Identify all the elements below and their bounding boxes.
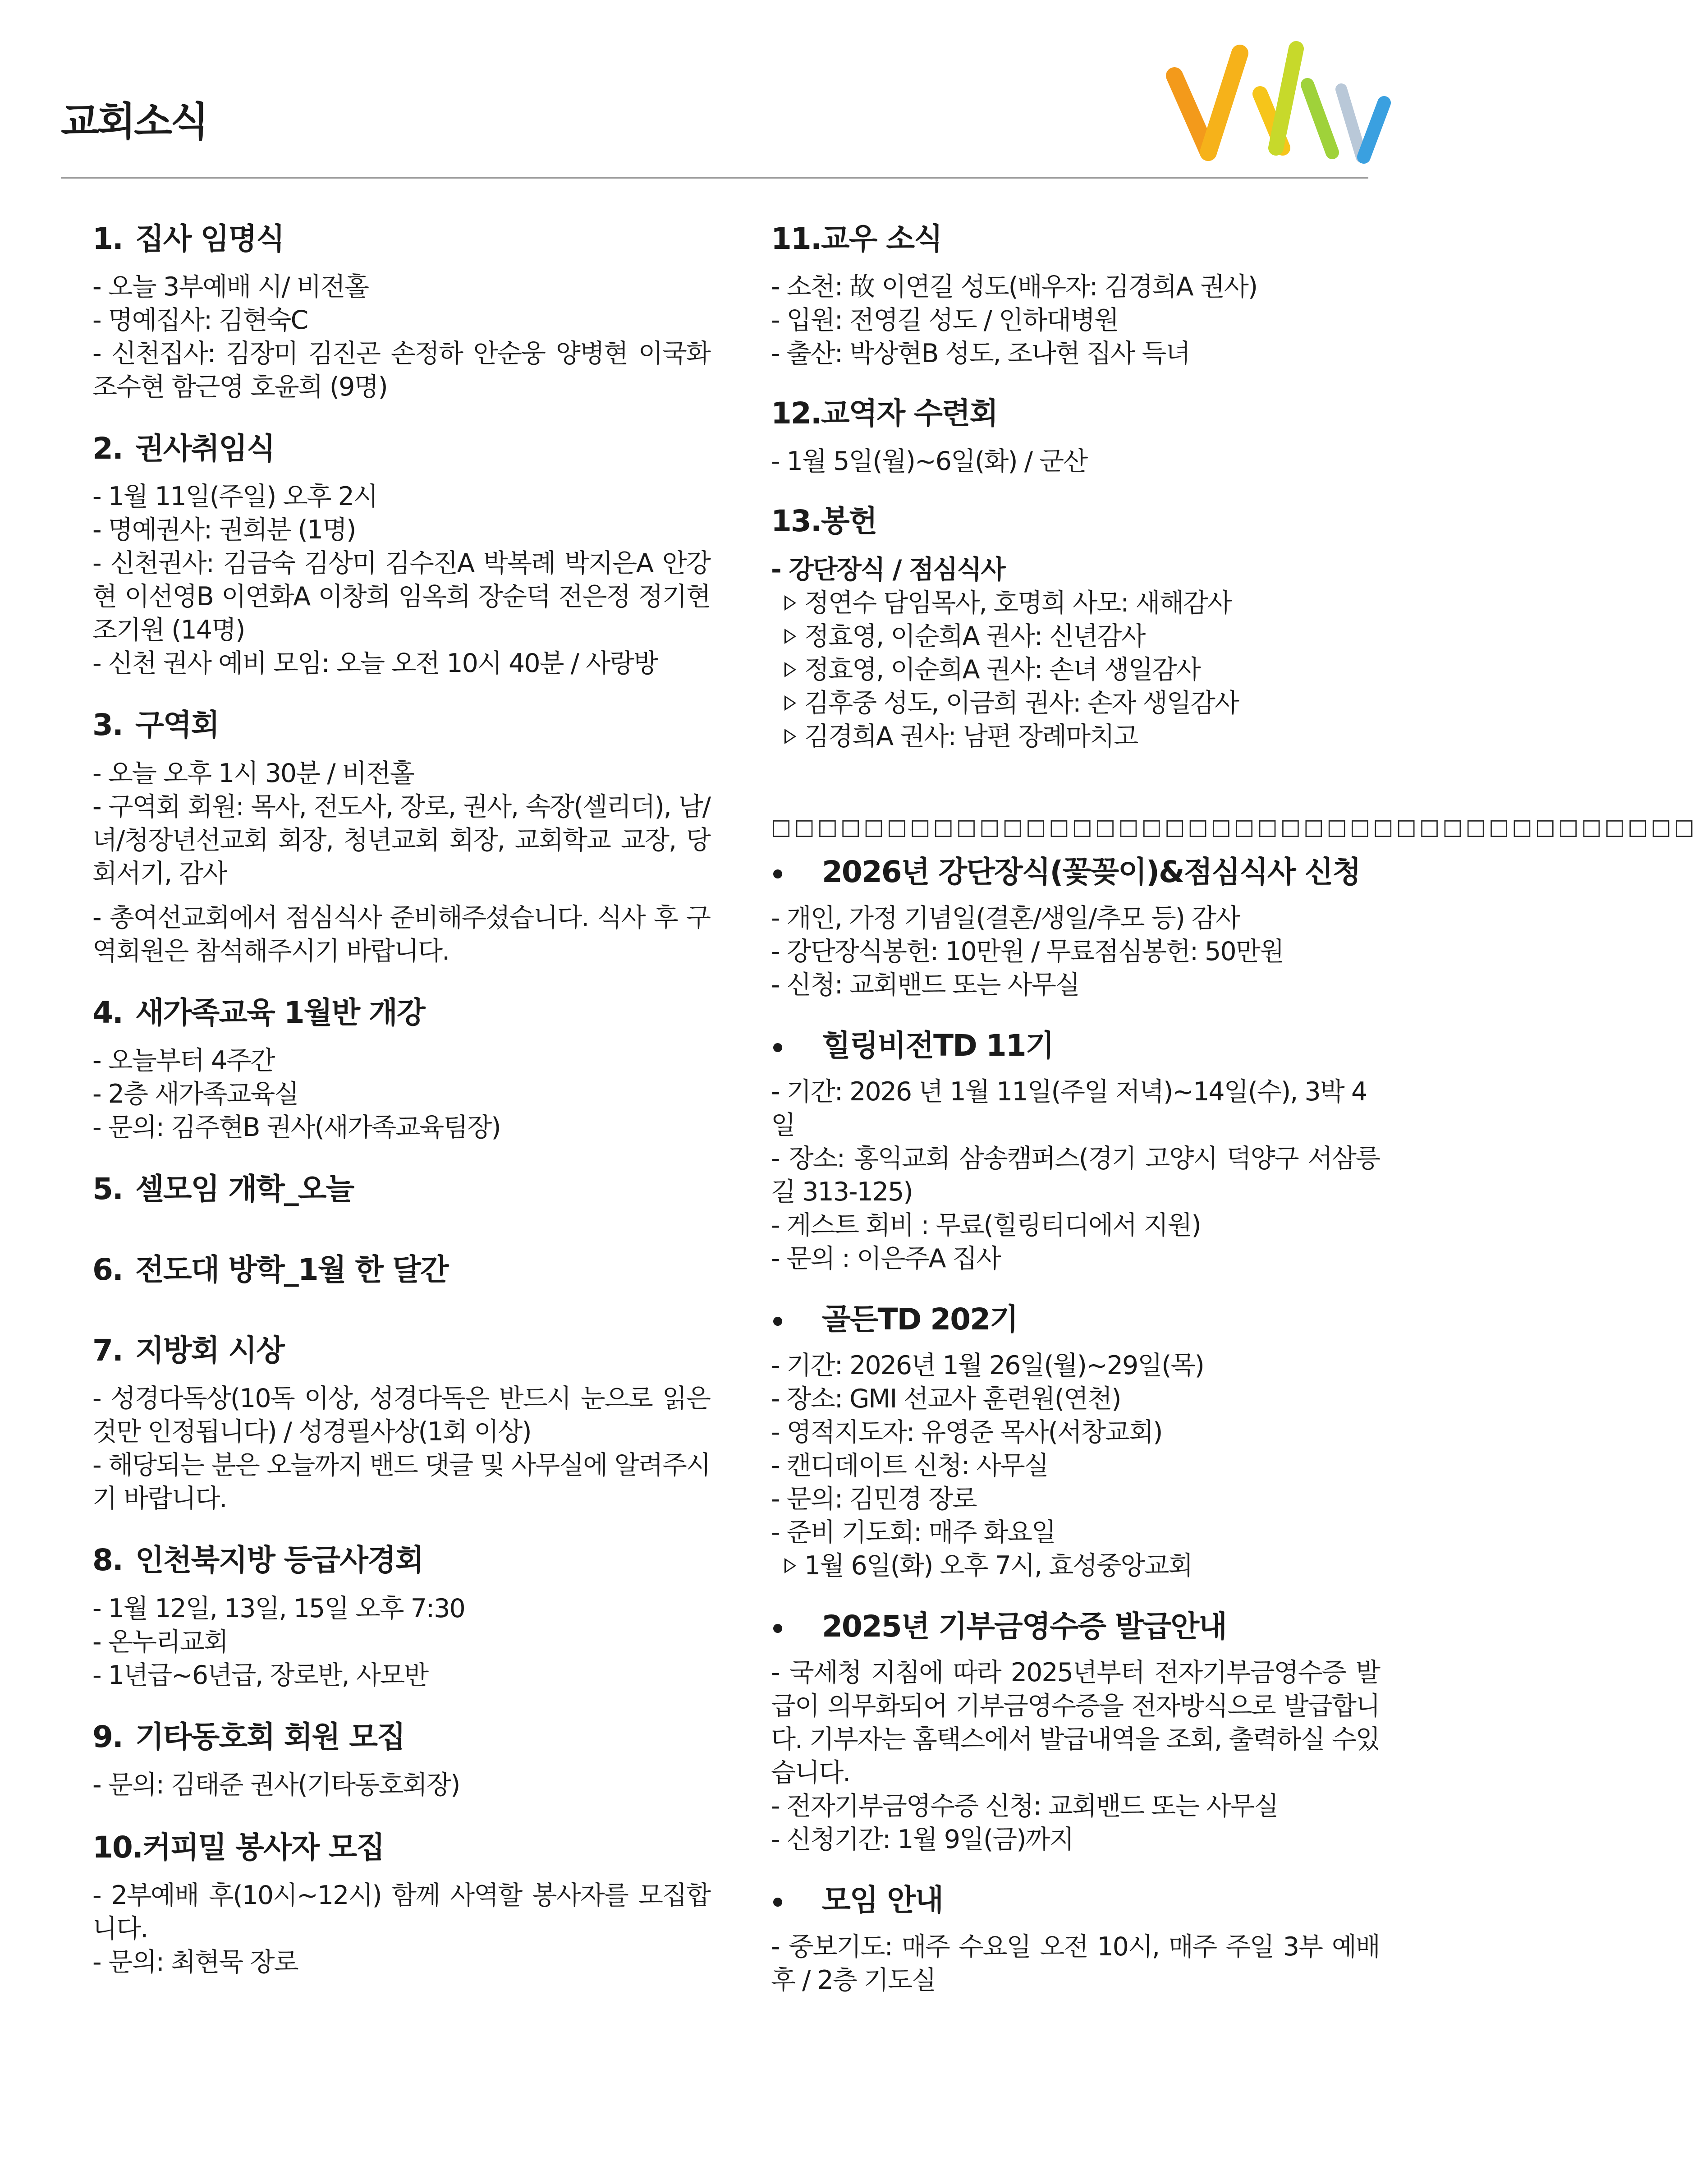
notice-section	[92, 1542, 710, 1692]
info-line-text: - 캔디데이트 신청: 사무실	[771, 1451, 1048, 1481]
info-line	[771, 445, 1380, 478]
section-number: 10.	[92, 1830, 142, 1865]
info-line-text: - 국세청 지침에 따라 2025년부터 전자기부금영수증 발급이 의무화되어 기부금영수증을 전자방식으로 발급합니다. 기부자는 홈택스에서 발급내역을 조회, 출력하실 수있습니다.	[771, 1658, 1380, 1788]
section-title	[92, 1333, 710, 1368]
bullet-icon	[773, 1898, 782, 1907]
info-line	[92, 1879, 710, 1945]
bullet-icon	[773, 1624, 782, 1633]
section-title-text: 권사취임식	[135, 431, 275, 466]
info-line	[92, 270, 710, 303]
bullet-icon	[773, 1043, 782, 1052]
info-line-text: - 2부예배 후(10시~12시) 함께 사역할 봉사자를 모집합니다.	[92, 1880, 710, 1944]
notice-section	[92, 1171, 710, 1207]
section-title	[771, 395, 1380, 431]
notice-section	[92, 1333, 710, 1515]
info-line-text: - 소천: 故 이연길 성도(배우자: 김경희A 권사)	[771, 272, 1257, 302]
offering-item	[771, 586, 1380, 620]
section-number: 5.	[92, 1171, 123, 1206]
section-title-text: 인천북지방 등급사경회	[135, 1543, 423, 1578]
info-line-text: 김경희A 권사: 남편 장례마치고	[804, 721, 1138, 751]
triangle-bullet-icon	[784, 729, 796, 744]
announcement-title-text: 힐링비전TD 11기	[822, 1028, 1054, 1063]
info-line	[92, 303, 710, 337]
info-line-text: - 1월 5일(월)~6일(화) / 군산	[771, 446, 1087, 477]
info-line	[92, 480, 710, 513]
info-line-text: - 문의: 김주현B 권사(새가족교육팀장)	[92, 1112, 500, 1142]
info-line-text: - 명예집사: 김현숙C	[92, 305, 308, 336]
section-title-text: 전도대 방학_1월 한 달간	[135, 1252, 448, 1287]
notice-section	[92, 995, 710, 1144]
section-title	[92, 1171, 710, 1207]
section-title-text: 기타동호회 회원 모집	[135, 1719, 405, 1754]
info-line-text: - 전자기부금영수증 신청: 교회밴드 또는 사무실	[771, 1791, 1278, 1821]
announcement-section	[771, 1882, 1380, 1996]
triangle-bullet-icon	[784, 662, 796, 677]
info-line-text: - 강단장식 / 점심식사	[771, 554, 1005, 584]
info-line	[771, 1930, 1380, 1997]
section-number: 1.	[92, 221, 123, 256]
announcement-title	[771, 854, 1380, 890]
info-line	[771, 1142, 1380, 1209]
notice-section	[92, 1830, 710, 1979]
notice-section	[92, 1719, 710, 1802]
triangle-bullet-icon	[784, 629, 796, 644]
info-line-text: - 신천집사: 김장미 김진곤 손정하 안순웅 양병현 이국화 조수현 함근영 호윤희 (9명)	[92, 339, 710, 402]
announcement-title	[771, 1301, 1380, 1337]
section-number: 2.	[92, 431, 123, 466]
info-line-text: 김후중 성도, 이금희 권사: 손자 생일감사	[804, 688, 1238, 718]
section-number: 13.	[771, 504, 821, 539]
info-line	[771, 337, 1380, 370]
info-line	[771, 1823, 1380, 1856]
info-line-text: - 준비 기도회: 매주 화요일	[771, 1517, 1055, 1548]
info-line	[771, 901, 1380, 935]
info-line-text: - 총여선교회에서 점심식사 준비해주셨습니다. 식사 후 구역회원은 참석해주시기 바랍니다.	[92, 902, 710, 966]
info-line	[92, 513, 710, 547]
left-column	[92, 221, 710, 1979]
triangle-bullet-icon	[784, 1558, 796, 1573]
section-title-text: 집사 임명식	[135, 221, 284, 256]
announcement-title-text: 골든TD 202기	[822, 1301, 1018, 1337]
info-line-text: - 오늘 3부예배 시/ 비전홀	[92, 272, 369, 302]
announcement-section	[771, 1028, 1380, 1275]
section-number: 12.	[771, 396, 821, 431]
offering-item	[771, 653, 1380, 686]
section-title	[92, 1542, 710, 1578]
section-number: 9.	[92, 1719, 123, 1754]
section-number: 11.	[771, 221, 821, 256]
info-line	[771, 968, 1380, 1002]
info-line	[771, 303, 1380, 337]
info-line	[771, 1075, 1380, 1142]
section-title-text: 교역자 수련회	[821, 396, 998, 431]
info-line-text: - 오늘 오후 1시 30분 / 비전홀	[92, 758, 414, 788]
offering-item	[771, 686, 1380, 720]
section-title	[92, 707, 710, 743]
info-line-text: - 온누리교회	[92, 1627, 228, 1657]
announcement-title-text: 2026년 강단장식(꽃꽂이)&점심식사 신청	[822, 854, 1361, 889]
section-title	[771, 503, 1380, 539]
section-title	[92, 1252, 710, 1287]
info-line-text: - 개인, 가정 기념일(결혼/생일/추모 등) 감사	[771, 903, 1240, 933]
notice-section	[92, 1252, 710, 1287]
section-title-text: 봉헌	[821, 504, 877, 539]
info-line-text: - 해당되는 분은 오늘까지 밴드 댓글 및 사무실에 알려주시기 바랍니다.	[92, 1450, 710, 1514]
info-line	[92, 1111, 710, 1144]
info-line	[771, 935, 1380, 968]
info-line	[92, 1945, 710, 1979]
announcement-section	[771, 1609, 1380, 1856]
info-line	[771, 1482, 1380, 1516]
bullet-icon	[773, 869, 782, 878]
notice-section	[92, 221, 710, 404]
info-line	[771, 1656, 1380, 1789]
section-title	[92, 995, 710, 1030]
triangle-bullet-icon	[784, 695, 796, 711]
info-line	[92, 337, 710, 404]
section-title	[92, 221, 710, 257]
info-line	[92, 790, 710, 890]
section-number: 3.	[92, 708, 123, 743]
info-line	[92, 1077, 710, 1111]
info-line-text: - 신천 권사 예비 모임: 오늘 오전 10시 40분 / 사랑방	[92, 648, 658, 679]
triangle-bullet-icon	[784, 595, 796, 611]
announcement-title	[771, 1882, 1380, 1918]
info-line-text: - 신천권사: 김금숙 김상미 김수진A 박복례 박지은A 안강현 이선영B 이연화A 이창희 임옥희 장순덕 전은정 정기현 조기원 (14명)	[92, 548, 710, 645]
info-line	[92, 547, 710, 647]
notice-section	[771, 395, 1380, 478]
announcement-section	[771, 854, 1380, 1002]
info-line-text: - 문의: 김태준 권사(기타동호회장)	[92, 1770, 460, 1800]
info-line-text: 정효영, 이순희A 권사: 손녀 생일감사	[804, 654, 1200, 685]
section-title	[92, 1830, 710, 1865]
offering-item	[771, 620, 1380, 653]
info-line	[92, 757, 710, 790]
section-divider: □□□□□□□□□□□□□□□□□□□□□□□□□□□□□□□□□□□□□□□□	[771, 814, 1697, 840]
announcement-title-text: 2025년 기부금영수증 발급안내	[822, 1609, 1226, 1644]
info-line-text: - 문의 : 이은주A 집사	[771, 1243, 1000, 1274]
info-line-text: - 장소: GMI 선교사 훈련원(연천)	[771, 1384, 1121, 1414]
section-title	[771, 221, 1380, 257]
section-title	[92, 431, 710, 466]
announcement-section	[771, 1301, 1380, 1582]
section-title-text: 구역회	[135, 708, 219, 743]
section-title-text: 커피밀 봉사자 모집	[142, 1830, 384, 1865]
notice-section	[771, 221, 1380, 370]
info-line-text: - 성경다독상(10독 이상, 성경다독은 반드시 눈으로 읽은 것만 인정됩니다) / 성경필사상(1회 이상)	[92, 1384, 710, 1447]
offering-item	[771, 720, 1380, 753]
info-line	[771, 1349, 1380, 1382]
info-line	[92, 1625, 710, 1659]
section-title-text: 교우 소식	[821, 221, 942, 256]
info-line	[771, 1382, 1380, 1416]
info-line-text: - 1월 11일(주일) 오후 2시	[92, 482, 378, 512]
notice-section	[92, 707, 710, 967]
info-line	[771, 1242, 1380, 1275]
info-line	[92, 1448, 710, 1515]
info-line	[771, 1789, 1380, 1823]
section-title-text: 지방회 시상	[135, 1333, 284, 1368]
info-line	[771, 1516, 1380, 1549]
info-line-text: - 구역회 회원: 목사, 전도사, 장로, 권사, 속장(셀리더), 남/녀/청장년선교회 회장, 청년교회 회장, 교회학교 교장, 당회서기, 감사	[92, 791, 710, 888]
section-number: 7.	[92, 1333, 123, 1368]
info-line-text: - 강단장식봉헌: 10만원 / 무료점심봉헌: 50만원	[771, 936, 1284, 966]
info-line-text: - 오늘부터 4주간	[92, 1045, 275, 1076]
info-line-text: - 문의: 김민경 장로	[771, 1484, 977, 1514]
info-line-text: 정효영, 이순희A 권사: 신년감사	[804, 621, 1145, 651]
info-line	[92, 647, 710, 680]
info-line-text: - 1월 12일, 13일, 15일 오후 7:30	[92, 1593, 465, 1623]
info-line-text: 정연수 담임목사, 호명희 사모: 새해감사	[804, 588, 1231, 618]
announcement-title-text: 모임 안내	[822, 1883, 943, 1918]
info-line	[92, 1044, 710, 1077]
info-line-text: - 문의: 최현묵 장로	[92, 1947, 298, 1977]
offering-item	[771, 1549, 1380, 1582]
info-line-text: - 1년급~6년급, 장로반, 사모반	[92, 1660, 428, 1690]
info-line-text: - 2층 새가족교육실	[92, 1079, 298, 1109]
announcement-title	[771, 1028, 1380, 1063]
bullet-icon	[773, 1317, 782, 1326]
info-line-text: - 입원: 전영길 성도 / 인하대병원	[771, 305, 1119, 336]
info-line-text: - 출산: 박상현B 성도, 조나현 집사 득녀	[771, 339, 1190, 369]
info-line-text: - 장소: 홍익교회 삼송캠퍼스(경기 고양시 덕양구 서삼릉길 313-125)	[771, 1143, 1380, 1207]
page-title: 교회소식	[61, 98, 207, 145]
info-line-text: 1월 6일(화) 오후 7시, 효성중앙교회	[804, 1551, 1192, 1581]
info-line-text: - 명예권사: 권희분 (1명)	[92, 515, 356, 545]
section-number: 8.	[92, 1543, 123, 1578]
info-line-text: - 신청기간: 1월 9일(금)까지	[771, 1825, 1073, 1855]
section-title-text: 셀모임 개학_오늘	[135, 1171, 354, 1206]
info-line	[771, 1416, 1380, 1449]
info-line	[771, 270, 1380, 303]
info-line-text: - 영적지도자: 유영준 목사(서창교회)	[771, 1417, 1162, 1448]
info-line	[92, 1659, 710, 1692]
info-line-text: - 기간: 2026년 1월 26일(월)~29일(목)	[771, 1351, 1204, 1381]
notice-section	[771, 503, 1380, 753]
info-line	[771, 553, 1380, 586]
info-line-text: - 기간: 2026 년 1월 11일(주일 저녁)~14일(수), 3박 4일	[771, 1076, 1367, 1140]
section-number: 6.	[92, 1252, 123, 1287]
announcement-title	[771, 1609, 1380, 1644]
notice-section	[92, 431, 710, 680]
info-line	[92, 1768, 710, 1802]
church-logo-icon	[1161, 35, 1395, 179]
info-line	[92, 1382, 710, 1448]
info-line	[771, 1209, 1380, 1242]
section-title-text: 새가족교육 1월반 개강	[135, 995, 425, 1030]
section-number: 4.	[92, 995, 123, 1030]
right-column	[771, 221, 1697, 2023]
info-line	[771, 1449, 1380, 1482]
info-line	[92, 901, 710, 968]
info-line-text: - 중보기도: 매주 수요일 오전 10시, 매주 주일 3부 예배 후 / 2층 기도실	[771, 1931, 1380, 1995]
section-title	[92, 1719, 710, 1755]
info-line-text: - 게스트 회비 : 무료(힐링티디에서 지원)	[771, 1210, 1201, 1240]
info-line	[92, 1592, 710, 1625]
info-line-text: - 신청: 교회밴드 또는 사무실	[771, 970, 1079, 1000]
